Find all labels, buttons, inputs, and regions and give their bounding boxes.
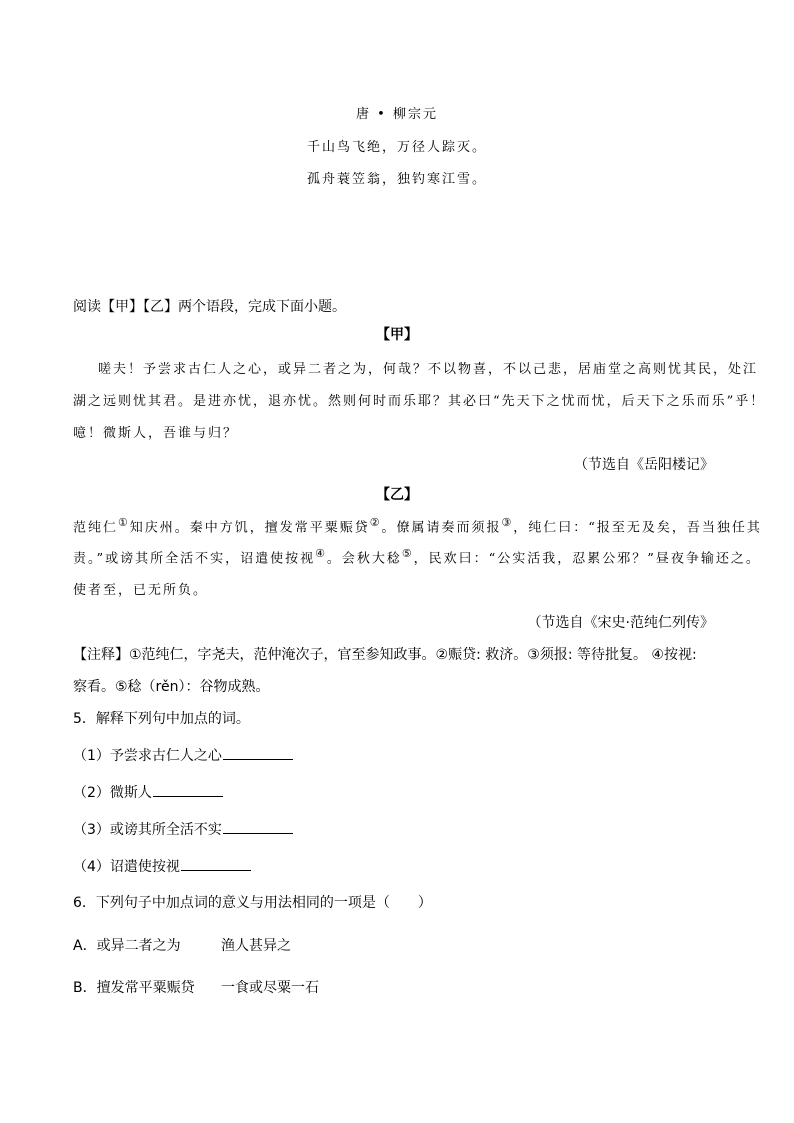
question-5-title: 5．解释下列句中加点的词。	[73, 711, 250, 727]
passage-jia-line-3: 噫！微斯人，吾谁与归？	[73, 426, 239, 441]
question-6-option-b[interactable]: B．擅发常平粟赈贷	[73, 980, 195, 996]
footnote-marker-4: ④	[315, 547, 327, 560]
passage-yi-header: 【乙】	[376, 487, 418, 503]
yi-text: 范纯仁	[73, 520, 119, 536]
question-6-option-b-pair: 一食或尽粟一石	[221, 980, 319, 996]
answer-blank[interactable]	[181, 858, 251, 871]
footnote-marker-1: ①	[118, 516, 130, 529]
passage-jia-header: 【甲】	[376, 327, 418, 343]
poem-line-1: 千山鸟飞绝，万径人踪灭。	[306, 140, 487, 155]
item-text: （2）微斯人	[73, 785, 152, 801]
notes-line-2: 察看。⑤稔（rěn）：谷物成熟。	[73, 679, 270, 695]
yi-text: 责。”或谤其所全活不实，诏遣使按视	[73, 551, 316, 567]
passage-yi-line-3: 使者至，已无所负。	[73, 583, 209, 598]
passage-yi-line-1	[73, 516, 762, 535]
answer-blank[interactable]	[153, 784, 223, 797]
yi-text: ，民欢曰：“公实活我，忍累公邪？”昼夜争输还之。	[413, 551, 761, 567]
question-6-option-a-pair: 渔人甚异之	[221, 938, 291, 954]
yi-text: 知庆州。秦中方饥，擅发常平粟赈贷	[129, 520, 370, 536]
item-text: （1）予尝求古仁人之心	[73, 748, 222, 764]
question-5-item-4	[73, 856, 251, 876]
footnote-marker-5: ⑤	[401, 547, 414, 560]
reading-instruction: 阅读【甲】【乙】两个语段，完成下面小题。	[73, 299, 346, 315]
item-text: （4）诏遣使按视	[73, 859, 180, 875]
notes-line-1: 【注释】①范纯仁，字尧夫，范仲淹次子，官至参知政事。②赈贷: 救济。③须报: 等待批复。 ④按视:	[73, 647, 697, 663]
passage-jia-source: （节选自《岳阳楼记》	[574, 457, 714, 473]
answer-blank[interactable]	[223, 747, 293, 760]
question-6-option-a[interactable]: A．或异二者之为	[73, 938, 181, 954]
footnote-marker-2: ②	[369, 516, 382, 529]
passage-jia-line-2: 湖之远则忧其君。是进亦忧，退亦忧。然则何时而乐耶？其必曰“先天下之忧而忧，后天下之乐而乐”乎！	[73, 394, 766, 409]
question-5-item-3	[73, 819, 293, 839]
poem-author: 唐 • 柳宗元	[356, 107, 438, 122]
answer-blank[interactable]	[223, 821, 293, 834]
question-6-title: 6．下列句子中加点词的意义与用法相同的一项是（ ）	[73, 895, 432, 911]
passage-jia-line-1: 嗟夫！予尝求古仁人之心，或异二者之为，何哉？不以物喜，不以己悲，居庙堂之高则忧其民，处江	[98, 362, 759, 377]
passage-yi-line-2	[73, 547, 761, 566]
question-5-item-2	[73, 782, 223, 802]
poem-line-2: 孤舟蓑笠翁，独钓寒江雪。	[306, 172, 487, 187]
footnote-marker-3: ③	[501, 516, 514, 529]
yi-text: 。会秋大稔	[326, 551, 402, 567]
question-5-item-1	[73, 745, 293, 765]
yi-text: ，纯仁曰：“报至无及矣，吾当独任其	[513, 520, 762, 536]
passage-yi-source: （节选自《宋史·范纯仁列传》	[527, 615, 714, 631]
item-text: （3）或谤其所全活不实	[73, 822, 222, 838]
yi-text: 。僚属请奏而须报	[381, 520, 502, 536]
